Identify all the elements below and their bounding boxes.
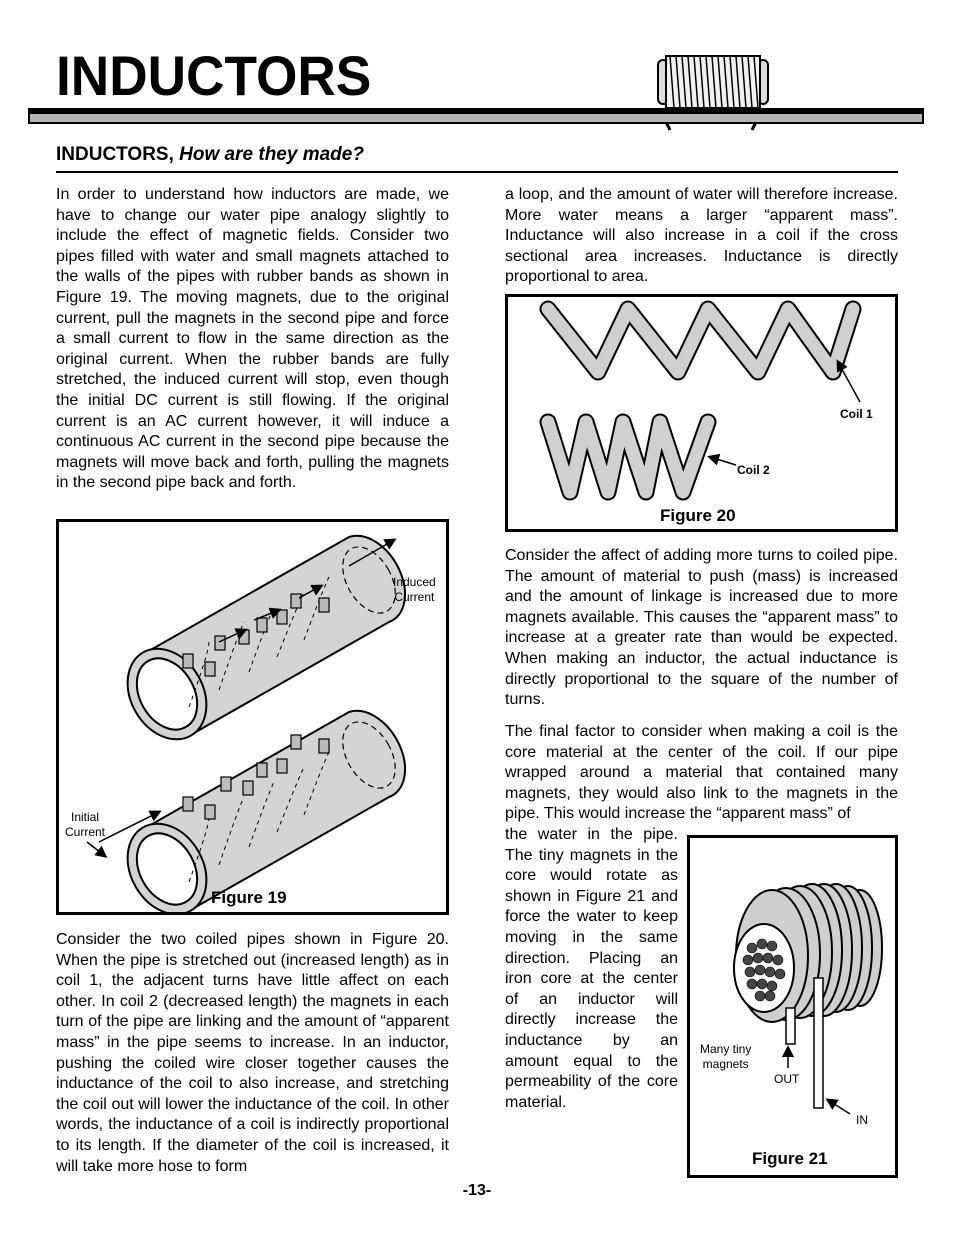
paragraph-3: a loop, and the amount of water will therefore increase. More water means a larger “apparent mass”. Inductance will also increase in a coil if the cross sectional area increases. Inductance is directly proportional to area. [505, 186, 898, 286]
section-heading: INDUCTORS, How are they made? [56, 144, 364, 165]
section-rule [56, 171, 898, 173]
coil-1-label: Coil 1 [840, 407, 873, 421]
many-tiny-magnets-label: Many tiny magnets [700, 1042, 752, 1071]
figure-20-caption: Figure 20 [660, 506, 736, 525]
figure-19-diagram [59, 522, 446, 912]
figure-20 [505, 294, 898, 532]
paragraph-4: Consider the affect of adding more turns to coiled pipe. The amount of material to push (mass) is increased and the amount of linkage is increased due to more magnets available. This causes the “apparent mass” to increase at a greater rate than would be expected. When making an inductor, the actual inductance is directly proportional to the square of the number of turns. [505, 547, 898, 709]
paragraph-5: The final factor to consider when making a coil is the core material at the center of the coil. If our pipe wrapped around a material that contained many magnets, they would also link to the magnets in the pipe. This would increase the “apparent mass” of [505, 723, 898, 823]
in-label: IN [856, 1113, 868, 1127]
figure-19-caption: Figure 19 [211, 888, 287, 907]
paragraph-6: the water in the pipe. The tiny magnets in the core would rotate as shown in Figure 21 and force the water to keep moving in the same direction. Placing an iron core at the center of an inductor will directly increase the inductance by an amount equal to the permeability of the core material. [505, 826, 678, 1111]
figure-21-caption: Figure 21 [752, 1149, 828, 1168]
figure-20-diagram [508, 297, 895, 529]
figure-21 [687, 835, 898, 1178]
page-title: INDUCTORS [56, 44, 372, 107]
figure-19 [56, 519, 449, 915]
title-bar [28, 108, 924, 124]
paragraph-2: Consider the two coiled pipes shown in Figure 20. When the pipe is stretched out (increased length) as in coil 1, the adjacent turns have little affect on each other. In coil 2 (decreased length) the magnets in each turn of the pipe are linking and the amount of “apparent mass” in the pipe seems to increase. In an inductor, pushing the coiled wire closer together causes the inductance of the coil to also increase, and stretching the coil out will lower the inductance of the coil. In other words, the inductance of a coil is indirectly proportional to its length. If the diameter of the coil is increased, it will take more hose to form [56, 931, 449, 1175]
coil-2-label: Coil 2 [737, 463, 770, 477]
initial-current-label: Initial Current [65, 810, 106, 839]
page-number: -13- [462, 1182, 492, 1199]
paragraph-1: In order to understand how inductors are made, we have to change our water pipe analogy slightly to include the effect of magnetic fields. Consider two pipes filled with water and small magnets attached to the walls of the pipes with rubber bands as shown in Figure 19. The moving magnets, due to the original current, pull the magnets in the second pipe and force a small current to flow in the same direction as the original current. When the rubber bands are fully stretched, the induced current will stop, even though the initial DC current is still flowing. If the original current is an AC current however, it will induce a continuous AC current in the second pipe because the magnets will move back and forth, pulling the magnets in the second pipe back and forth. [56, 186, 449, 492]
induced-current-label: Induced Current [393, 575, 436, 604]
out-label: OUT [774, 1072, 800, 1086]
